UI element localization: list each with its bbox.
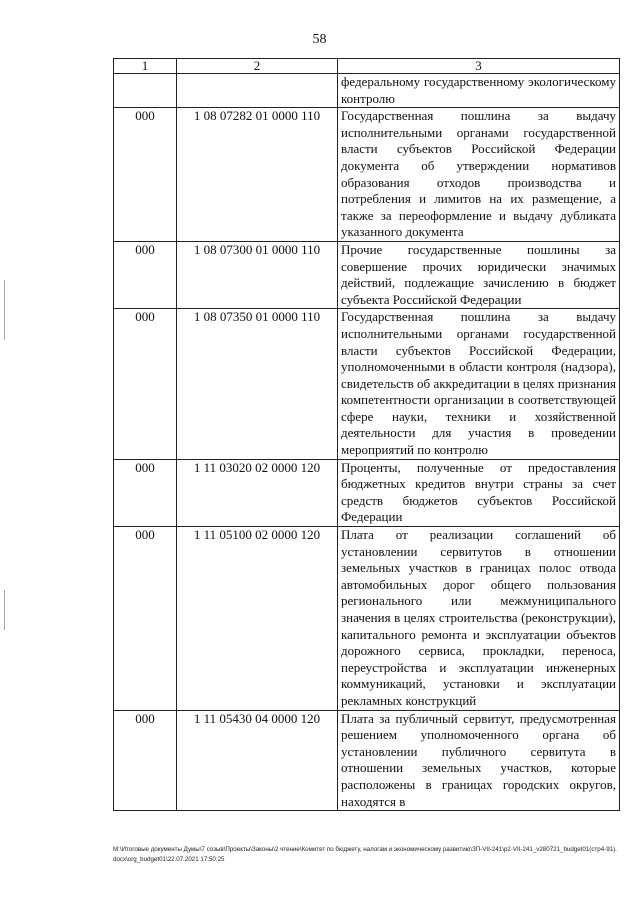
- revenue-description-cell: Государственная пошлина за выдачу исполнительными органами государственной власти субъектов Российской Федерации документа об утверждении нормативов образования отходов производства и потребления и лимитов на их размещение, а также за переоформление и выдачу дубликата указанного документа: [338, 108, 620, 242]
- admin-code-cell: 000: [114, 241, 177, 308]
- table-row: [114, 459, 620, 526]
- budget-revenue-table: [113, 58, 620, 811]
- page-number: 58: [312, 32, 327, 47]
- admin-code-cell: 000: [114, 710, 177, 811]
- revenue-code-cell: 1 11 05430 04 0000 120: [177, 710, 338, 811]
- table-row: [114, 74, 620, 108]
- column-header-2: 2: [177, 59, 338, 74]
- revenue-description-cell: Проценты, полученные от предоставления бюджетных кредитов внутри страны за счет средств бюджетов субъектов Российской Федерации: [338, 459, 620, 526]
- table-header-row: [114, 59, 620, 74]
- revenue-code-cell: [177, 74, 338, 108]
- revenue-code-cell: 1 11 05100 02 0000 120: [177, 527, 338, 711]
- column-header-1: 1: [114, 59, 177, 74]
- admin-code-cell: 000: [114, 309, 177, 459]
- revenue-code-cell: 1 11 03020 02 0000 120: [177, 459, 338, 526]
- revenue-description-cell: Плата от реализации соглашений об установлении сервитутов в отношении земельных участков в границах полос отвода автомобильных дорог общего пользования регионального или межмуниципального значения в целях строительства (реконструкции), капитального ремонта и эксплуатации объектов дорожного сервиса, прокладки, переноса, переустройства и эксплуатации инженерных коммуникаций, установки и эксплуатации рекламных конструкций: [338, 527, 620, 711]
- table-row: [114, 108, 620, 242]
- revenue-description-cell: Плата за публичный сервитут, предусмотренная решением уполномоченного органа об установлении публичного сервитута в отношении земельных участков, которые расположены в границах городских округов, находятся в: [338, 710, 620, 811]
- column-header-3: 3: [338, 59, 620, 74]
- admin-code-cell: 000: [114, 527, 177, 711]
- revenue-code-cell: 1 08 07282 01 0000 110: [177, 108, 338, 242]
- revenue-description-cell: федеральному государственному экологическому контролю: [338, 74, 620, 108]
- admin-code-cell: [114, 74, 177, 108]
- table-row: [114, 309, 620, 459]
- revenue-description-cell: Прочие государственные пошлины за совершение прочих юридически значимых действий, подлежащие зачислению в бюджет субъекта Российской Федерации: [338, 241, 620, 308]
- table-row: [114, 710, 620, 811]
- revenue-description-cell: Государственная пошлина за выдачу исполнительными органами государственной власти субъектов Российской Федерации, уполномоченными в области контроля (надзора), свидетельств об аккредитации в целях признания компетентности организации в соответствующей сфере науки, техники и хозяйственной деятельности для участия в проведении мероприятий по контролю: [338, 309, 620, 459]
- admin-code-cell: 000: [114, 459, 177, 526]
- revenue-code-cell: 1 08 07300 01 0000 110: [177, 241, 338, 308]
- scan-edge-mark: [4, 280, 5, 340]
- scan-edge-mark: [4, 590, 5, 630]
- document-file-path-footer: M:\Итоговые документы Думы\7 созыв\Проекты\Законы\2 чтение\Комитет по бюджету, налогам и экономическому развитию\ЗП-VII-241\р2-VII-241_v280721_budget01(стр4-91).docx\org_budget01\22.07.2021 17:50:25: [113, 846, 617, 863]
- admin-code-cell: 000: [114, 108, 177, 242]
- table-row: [114, 241, 620, 308]
- table-row: [114, 527, 620, 711]
- revenue-code-cell: 1 08 07350 01 0000 110: [177, 309, 338, 459]
